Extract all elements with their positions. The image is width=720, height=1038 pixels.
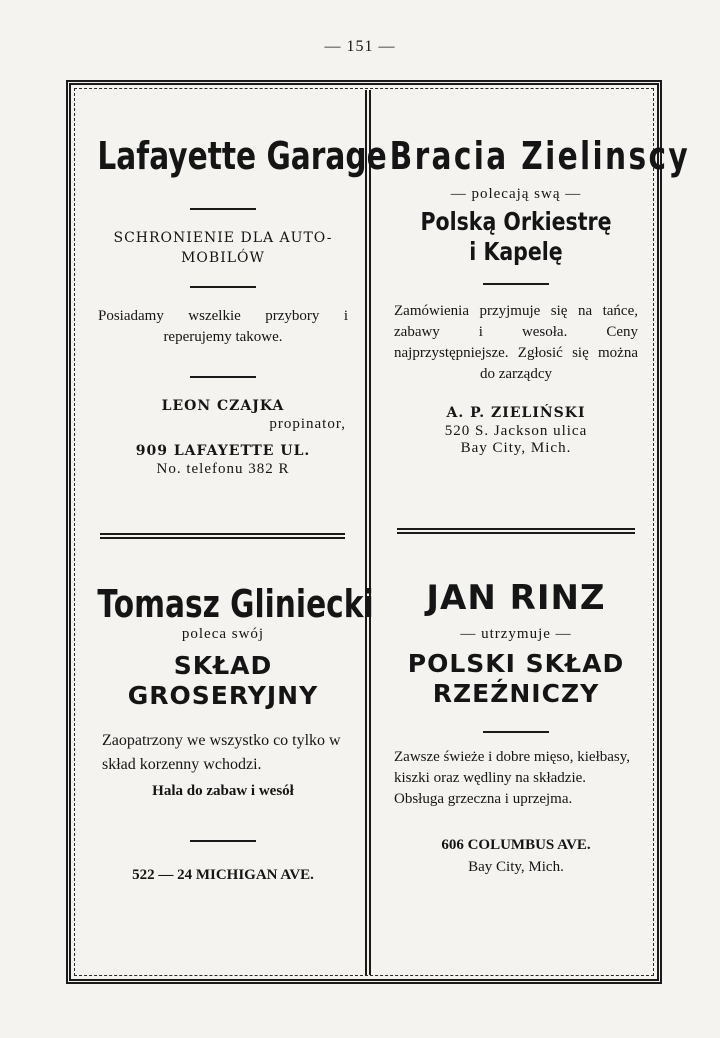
ad-headline: POLSKI SKŁAD (407, 649, 625, 678)
ad-bracia-zielinscy (384, 120, 691, 457)
horizontal-divider-left (100, 533, 345, 539)
ad-hall: Hala do zabaw i wesół (152, 783, 294, 799)
ad-body: Zaopatrzony we wszystko co tylko w skład korzenny wchodzi. (102, 732, 341, 773)
page-number: — 151 — (324, 38, 396, 55)
ad-headline: SKŁAD (173, 651, 273, 680)
ad-contact-city: Bay City, Mich. (460, 440, 572, 456)
ad-title: JAN RINZ (426, 578, 606, 618)
ad-contact-street: 520 S. Jackson ulica (444, 423, 588, 439)
ad-phone: No. telefonu 382 R (156, 461, 290, 477)
ad-subtitle: SCHRONIENIE DLA AUTO-MOBILÓW (113, 230, 333, 266)
ad-address: 606 COLUMBUS AVE. (441, 837, 591, 853)
ad-tagline: — polecają swą — (450, 186, 582, 202)
ad-tagline: — utrzymuje — (460, 626, 572, 642)
ad-headline: i Kapelę (469, 237, 563, 266)
ad-jan-rinz (384, 578, 648, 878)
ad-title: Bracia Zielinscy (389, 134, 691, 178)
ad-title: Tomasz Gliniecki (97, 582, 374, 626)
ad-body: Zamówienia przyjmuje się na tańce, zabawy i wesoła. Ceny najprzystępniejsze. Zgłosić się można do zarządcy (394, 303, 638, 382)
ad-tomasz-gliniecki (92, 578, 374, 886)
ad-contact-name: A. P. ZIELIŃSKI (446, 405, 586, 421)
horizontal-divider-right (397, 528, 635, 534)
vertical-divider (365, 90, 371, 975)
ad-headline: Polską Orkiestrę (420, 207, 612, 236)
ad-city: Bay City, Mich. (468, 859, 564, 875)
ad-owner-role: propinator, (269, 416, 346, 432)
ad-tagline: poleca swój (181, 626, 265, 642)
ad-address: 522 — 24 MICHIGAN AVE. (132, 867, 314, 883)
ad-body: Posiadamy wszelkie przybory i reperujemy takowe. (98, 308, 348, 345)
ad-owner: LEON CZAJKA (161, 398, 285, 414)
ad-body: Zawsze świeże i dobre mięso, kiełbasy, kiszki oraz wędliny na składzie. Obsługa grzeczna i uprzejma. (394, 749, 631, 807)
ad-lafayette-garage (92, 120, 387, 478)
ad-title: Lafayette Garage (97, 134, 387, 178)
ad-headline: RZEŹNICZY (432, 679, 600, 708)
ad-address: 909 LAFAYETTE UL. (135, 443, 311, 459)
ad-headline: GROSERYJNY (127, 681, 319, 710)
